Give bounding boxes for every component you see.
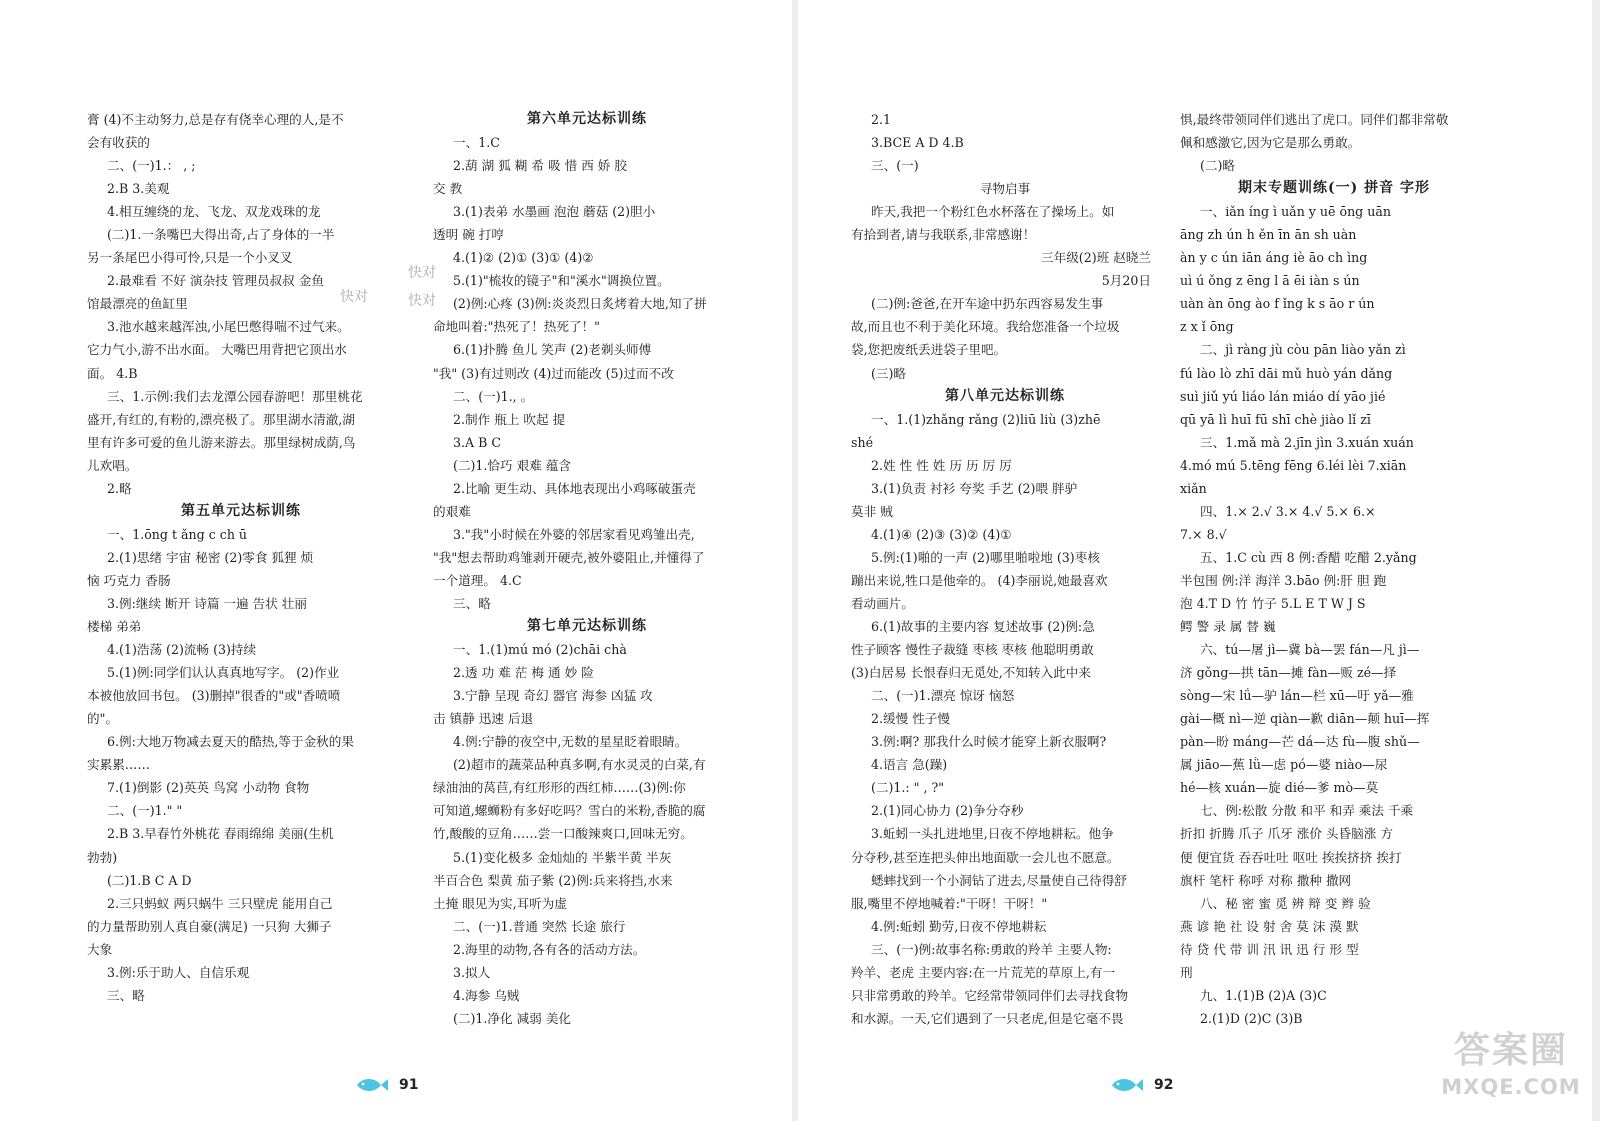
answer-line: 二、(一)1.普通 突然 长途 旅行 (453, 918, 626, 934)
stray-mark: 快对 (340, 289, 368, 305)
answer-line: 5.(1)例:同学们认认真真地写字。 (2)作业 (107, 665, 340, 681)
answer-line: 楼梯 弟弟 (87, 619, 142, 635)
answer-line: 会有收获的 (87, 135, 150, 151)
answer-line: 一个道理。 4.C (433, 572, 522, 588)
answer-line: 旗杆 笔杆 称呼 对称 撒种 撒网 (1180, 872, 1352, 888)
answer-line: 2.最难看 不好 演杂技 管理员叔叔 金鱼 (107, 273, 324, 289)
answer-line: 寻物启事 (979, 181, 1031, 197)
answer-line: 五、1.C cù 西 8 例:香醋 吃醋 2.yǎng (1200, 549, 1417, 565)
answer-line: 燕 谚 艳 社 设 射 舍 莫 沫 漠 默 (1180, 918, 1359, 934)
answer-line: 它力气小,游不出水面。 大嘴巴用背把它顶出水 (87, 342, 347, 358)
answer-line: 6.(1)故事的主要内容 复述故事 (2)例:急 (871, 619, 1095, 635)
answer-line: 5.例:(1)啪的一声 (2)哪里啪啦地 (3)枣核 (871, 549, 1100, 565)
column-4 (1180, 108, 1488, 1030)
column-2 (433, 108, 741, 1030)
answer-line: 勃勃) (87, 849, 118, 865)
answer-line: (二)例:爸爸,在开车途中扔东西容易发生事 (871, 296, 1104, 312)
answer-line: 3.(1)负责 衬衫 夸奖 手艺 (2)喂 胖驴 (871, 480, 1078, 496)
answer-line: 待 贷 代 带 训 汛 讯 迅 行 形 型 (1180, 941, 1359, 957)
column-1 (87, 108, 395, 1007)
answer-line: pàn—盼 máng—芒 dá—达 fù—腹 shǔ— (1180, 734, 1420, 750)
answer-line: 盛开,有红的,有粉的,漂亮极了。那里湖水清澈,湖 (87, 411, 355, 427)
answer-line: 二、(一)1." " (107, 803, 183, 819)
answer-line: 七、例:松散 分散 和平 和弄 乘法 千乘 (1200, 803, 1414, 819)
page-gutter-shadow (792, 0, 798, 1121)
answer-line: 三年级(2)班 赵晓兰 (1041, 250, 1151, 266)
answer-line: 看动画片。 (851, 595, 914, 611)
answer-line: (2)例:心疼 (3)例:炎炎烈日炙烤着大地,知了拼 (453, 296, 707, 312)
answer-line: 膏 (4)不主动努力,总是存有侥幸心理的人,是不 (87, 112, 344, 127)
answer-line: 三、略 (453, 595, 491, 611)
page-number: 92 (1154, 1077, 1174, 1093)
answer-line: 服,嘴里不停地喊着:"干呀！干呀！" (851, 895, 1048, 911)
answer-line: 3.池水越来越浑浊,小尾巴憋得喘不过气来。 (107, 319, 350, 335)
answer-line: 只非常勇敢的羚羊。它经常带领同伴们去寻找食物 (851, 987, 1129, 1003)
answer-line: 二、(一)1.： , ; (107, 158, 196, 174)
answer-line: (二)1.B C A D (107, 872, 192, 888)
answer-line: 佩和感激它,因为它是那么勇敢。 (1180, 135, 1361, 151)
watermark-url: MXQE.COM (1441, 1075, 1581, 1099)
answer-line: 3.A B C (453, 434, 502, 450)
answer-line: 恼 巧克力 香肠 (87, 572, 171, 588)
section-heading: 期末专题训练(一) 拼音 字形 (1238, 180, 1430, 197)
answer-line: 二、(一)1., 。 (453, 388, 534, 404)
answer-line: 馆最漂亮的鱼缸里 (87, 296, 188, 312)
answer-line: 2.比喻 更生动、具体地表现出小鸡啄破蛋壳 (453, 480, 696, 496)
answer-line: 4.相互缠绕的龙、飞龙、双龙戏珠的龙 (107, 204, 321, 220)
answer-line: 九、1.(1)B (2)A (3)C (1200, 987, 1327, 1003)
answer-line: gài—概 nì—逆 qiàn—歉 diān—颠 huī—挥 (1180, 711, 1430, 727)
answer-line: 儿欢唱。 (87, 457, 138, 473)
answer-line: 4.mó mú 5.tēng fēng 6.léi lèi 7.xiān (1180, 457, 1407, 473)
answer-line: (3)白居易 长恨春归无觅处,不知转入此中来 (851, 665, 1091, 681)
page-edge-shadow (1592, 0, 1600, 1121)
answer-line: 济 gǒng—拱 tān—摊 fàn—贩 zé—择 (1180, 665, 1397, 681)
answer-line: "我" (3)有过则改 (4)过而能改 (5)过而不改 (433, 365, 674, 381)
answer-line: 交 教 (433, 181, 463, 197)
answer-line: 袋,您把废纸丢进袋子里吧。 (851, 342, 1007, 358)
answer-line: (2)超市的蔬菜品种真多啊,有水灵灵的白菜,有 (453, 757, 706, 773)
stray-mark: 快对 (408, 293, 436, 309)
answer-line: 2.(1)思绪 宇宙 秘密 (2)零食 狐狸 烦 (107, 549, 314, 565)
answer-line: 大象 (87, 941, 113, 957)
answer-line: 折扣 折腾 爪子 爪牙 涨价 头昏脑涨 方 (1180, 826, 1393, 842)
answer-line: (二)1.一条嘴巴大得出奇,占了身体的一半 (107, 227, 335, 243)
answer-line: 2.(1)同心协力 (2)争分夺秒 (871, 803, 1024, 819)
answer-line: 的力量帮助别人真自豪(满足) 一只狗 大狮子 (87, 918, 332, 934)
answer-line: 另一条尾巴小得可怜,只是一个小叉叉 (87, 250, 293, 266)
answer-line: qū yā lì huī fū shī chè jiào lǐ zī (1180, 411, 1371, 427)
answer-line: 3.例:乐于助人、自信乐观 (107, 964, 250, 980)
answer-line: 和水源。一天,它们遇到了一只老虎,但是它毫不畏 (851, 1010, 1124, 1026)
answer-line: 4.例:宁静的夜空中,无数的星星眨着眼睛。 (453, 734, 688, 750)
answer-line: 三、(一) (871, 158, 919, 174)
watermark-logo: 答案圈 (1453, 1030, 1568, 1071)
answer-line: 2.B 3.美观 (107, 181, 170, 197)
answer-line: 2.略 (107, 480, 132, 496)
answer-line: 三、(一)例:故事名称:勇敢的羚羊 主要人物: (871, 941, 1112, 957)
answer-line: 八、秘 密 蜜 觅 辨 辩 变 辫 验 (1200, 895, 1371, 911)
answer-line: "我"想去帮助鸡雏剥开硬壳,被外婆阻止,并懂得了 (433, 549, 705, 565)
answer-line: 惧,最终带领同伴们逃出了虎口。同伴们都非常敬 (1180, 112, 1449, 127)
answer-line: 鳄 警 录 属 替 巍 (1180, 619, 1276, 635)
answer-line: 5.(1)"梳妆的镜子"和"溪水"调换位置。 (453, 273, 670, 289)
answer-line: 7.(1)倒影 (2)英英 鸟窝 小动物 食物 (107, 780, 310, 796)
answer-line: hé—核 xuán—旋 dié—爹 mò—莫 (1180, 780, 1379, 796)
section-heading: 第六单元达标训练 (527, 111, 647, 127)
answer-line: 六、tú—屠 jì—冀 bà—罢 fán—凡 jì— (1200, 642, 1420, 658)
answer-line: (二)1.恰巧 艰难 蕴含 (453, 457, 572, 473)
answer-line: 2.三只蚂蚁 两只蜗牛 三只壁虎 能用自己 (107, 895, 333, 911)
answer-line: 刑 (1180, 964, 1193, 980)
answer-line: 莫非 贼 (851, 503, 893, 519)
answer-line: 2.制作 瓶上 吹起 提 (453, 411, 566, 427)
answer-line: sòng—宋 lǘ—驴 lán—栏 xū—吁 yǎ—雅 (1180, 688, 1414, 704)
stray-mark: 快对 (408, 265, 436, 281)
answer-line: 三、1.示例:我们去龙潭公园春游吧！那里桃花 (107, 388, 363, 404)
fish-icon (355, 1075, 389, 1095)
answer-line: 一、1.ōng t ǎng c ch ū (107, 526, 248, 542)
answer-line: 绿油油的莴苣,有红形形的西红柿……(3)例:你 (433, 780, 686, 796)
answer-line: 3.蚯蚓一头扎进地里,日夜不停地耕耘。他争 (871, 826, 1114, 842)
answer-line: 一、1.(1)mú mó (2)chāi chà (453, 642, 627, 658)
answer-line: 一、iǎn íng ì uǎn y uē ōng uān (1200, 204, 1391, 220)
answer-line: āng zh ún h ěn īn ān sh uàn (1180, 227, 1357, 243)
answer-line: 三、1.mǎ mà 2.jīn jìn 3.xuán xuán (1200, 434, 1414, 450)
answer-line: 7.× 8.√ (1180, 526, 1227, 542)
answer-line: 性子顾客 慢性子裁缝 枣核 枣核 他聪明勇敢 (851, 642, 1094, 658)
answer-line: 蹦出来说,牲口是他牵的。 (4)李丽说,她最喜欢 (851, 572, 1108, 588)
left-page-footer (355, 1070, 418, 1100)
answer-line: 3.BCE A D 4.B (871, 135, 964, 151)
fish-icon (1110, 1075, 1144, 1095)
answer-line: xiǎn (1180, 480, 1207, 496)
answer-line: 的"。 (87, 711, 118, 727)
answer-line: 2.葫 湖 狐 糊 希 吸 惜 西 娇 胶 (453, 158, 627, 174)
answer-line: 命地叫着:"热死了！热死了！" (433, 319, 600, 335)
answer-line: 2.1 (871, 112, 892, 127)
answer-line: 击 镇静 迅速 后退 (433, 711, 534, 727)
answer-line: 的艰难 (433, 503, 471, 519)
answer-line: 2.海里的动物,各有各的活动方法。 (453, 941, 646, 957)
answer-line: 4.(1)浩荡 (2)流畅 (3)持续 (107, 642, 257, 658)
answer-line: 二、(一)1.漂亮 惊讶 恼怒 (871, 688, 1015, 704)
answer-line: 一、1.(1)zhǎng rǎng (2)liū liù (3)zhē (871, 411, 1101, 427)
answer-line: 羚羊、老虎 主要内容:在一片荒芜的草原上,有一 (851, 964, 1116, 980)
answer-line: shé (851, 434, 874, 450)
section-heading: 第七单元达标训练 (527, 618, 647, 635)
answer-line: 3.例:继续 断开 诗篇 一遍 告状 壮丽 (107, 595, 307, 611)
answer-line: 可知道,螺蛳粉有多好吃吗？雪白的米粉,香脆的腐 (433, 803, 706, 819)
answer-line: (三)略 (871, 365, 907, 381)
answer-line: 土掩 眼见为实,耳听为虚 (433, 895, 567, 911)
answer-line: 蟋蟀找到一个小洞钻了进去,尽量使自己待得舒 (871, 872, 1127, 888)
section-heading: 第五单元达标训练 (181, 502, 301, 519)
answer-line: 5.(1)变化极多 金灿灿的 半紫半黄 半灰 (453, 849, 672, 865)
answer-line: 半百合色 梨黄 茄子紫 (2)例:兵来将挡,水来 (433, 872, 673, 888)
column-3 (851, 108, 1159, 1030)
answer-line: 四、1.× 2.√ 3.× 4.√ 5.× 6.× (1200, 503, 1376, 519)
answer-line: 半包围 例:洋 海洋 3.bāo 例:肝 胆 跑 (1180, 572, 1387, 588)
answer-line: 6.例:大地万物减去夏天的酷热,等于金秋的果 (107, 734, 354, 750)
answer-line: 2.姓 性 性 姓 历 历 厉 厉 (871, 457, 1012, 473)
answer-line: 3.(1)表弟 水墨画 泡泡 蘑菇 (2)胆小 (453, 204, 656, 220)
answer-line: 4.(1)② (2)① (3)① (4)② (453, 250, 594, 266)
answer-line: 分夺秒,甚至连把头伸出地面歇一会儿也不愿意。 (851, 849, 1120, 865)
answer-line: 2.B 3.早春竹外桃花 春雨绵绵 美丽(生机 (107, 826, 334, 842)
answer-line: 4.(1)④ (2)③ (3)② (4)① (871, 526, 1012, 542)
answer-line: àn y c ún iān áng iè āo ch ìng (1180, 250, 1368, 266)
answer-line: 面。 4.B (87, 365, 138, 381)
answer-line: 3.例:啊? 那我什么时候才能穿上新衣服啊? (871, 734, 1107, 750)
answer-line: 5月20日 (1101, 273, 1151, 289)
answer-line: 实累累…… (87, 757, 150, 773)
answer-line: 本被他放回书包。 (3)删掉"很香的"或"香喷喷 (87, 688, 341, 704)
answer-line: (二)略 (1200, 158, 1236, 174)
answer-line: 2.(1)D (2)C (3)B (1200, 1010, 1303, 1026)
answer-line: 3.宁静 呈现 奇幻 器官 海参 凶猛 攻 (453, 688, 653, 704)
answer-line: suì jiǔ yú liáo lán miáo dí yāo jié (1180, 388, 1386, 404)
answer-line: 故,而且也不利于美化环境。我给您准备一个垃圾 (851, 319, 1120, 335)
answer-line: 二、jì ràng jù còu pān liào yǎn zì (1200, 342, 1406, 358)
answer-line: 透明 碗 打哼 (433, 227, 504, 243)
answer-line: 有拾到者,请与我联系,非常感谢！ (851, 227, 1036, 243)
answer-line: 三、略 (107, 987, 145, 1003)
answer-line: 6.(1)扑腾 鱼儿 笑声 (2)老剃头师傅 (453, 342, 652, 358)
page-number: 91 (399, 1077, 419, 1093)
answer-line: uàn àn ōng ào f ǐng k s āo r ún (1180, 296, 1375, 312)
answer-line: 一、1.C (453, 135, 500, 151)
answer-line: fú lào lò zhī dāi mǔ huò yán dǎng (1180, 365, 1393, 381)
answer-line: (二)1.净化 减弱 美化 (453, 1010, 572, 1026)
section-heading: 第八单元达标训练 (945, 387, 1065, 404)
answer-line: 属 jiāo—蕉 lǜ—虑 pó—婆 niào—尿 (1180, 757, 1388, 773)
answer-line: uì ú ǒng z ēng l ā ēi iàn s ún (1180, 273, 1360, 289)
answer-line: 便 便宜货 吞吞吐吐 呕吐 挨挨挤挤 挨打 (1180, 849, 1402, 865)
answer-line: 4.语言 急(躁) (871, 757, 948, 773)
answer-line: z x ǐ ōng (1180, 319, 1234, 335)
answer-line: 3."我"小时候在外婆的邻居家看见鸡雏出壳, (453, 526, 695, 542)
answer-line: 竹,酸酸的豆角……尝一口酸辣爽口,回味无穷。 (433, 826, 693, 842)
answer-line: 昨天,我把一个粉红色水杯落在了操场上。如 (871, 204, 1115, 220)
answer-line: 4.海参 乌贼 (453, 987, 520, 1003)
watermark (1436, 1027, 1586, 1115)
right-page-footer (1110, 1070, 1173, 1100)
answer-line: 2.缓慢 性子慢 (871, 711, 950, 727)
answer-line: 4.例:蚯蚓 勤劳,日夜不停地耕耘 (871, 918, 1047, 934)
answer-line: 2.透 功 难 茫 梅 通 妙 险 (453, 665, 594, 681)
answer-line: 里有许多可爱的鱼儿游来游去。那里绿树成荫,鸟 (87, 434, 356, 450)
answer-line: 泡 4.T D 竹 竹子 5.L E T W J S (1180, 595, 1366, 611)
answer-line: (二)1.: " , ?" (871, 780, 945, 796)
answer-line: 3.拟人 (453, 964, 491, 980)
